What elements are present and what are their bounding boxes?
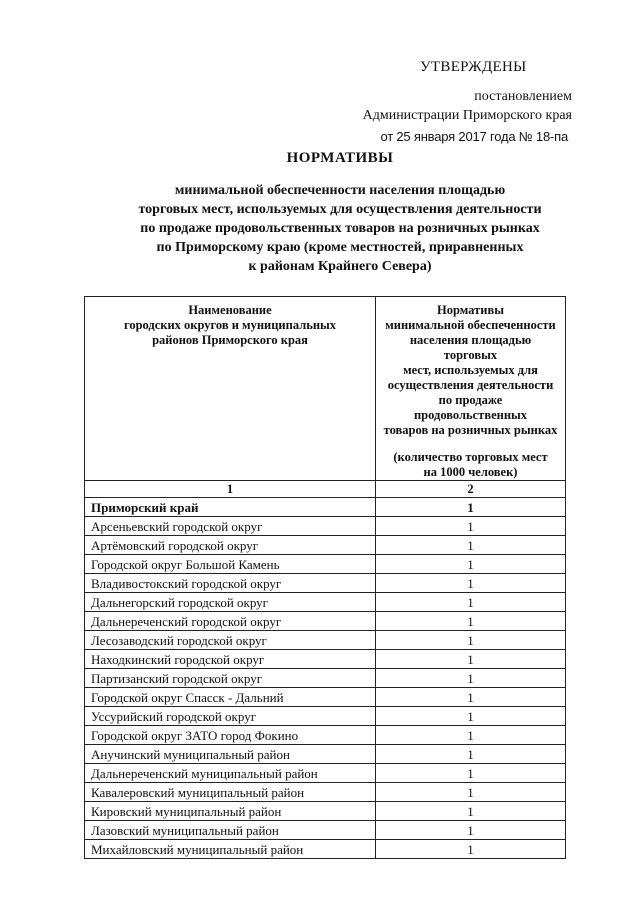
table-row	[85, 802, 566, 821]
approval-title: УТВЕРЖДЕНЫ	[420, 59, 527, 75]
table-row	[85, 840, 566, 859]
municipality-name: Дальнегорский городской округ	[85, 593, 376, 612]
municipality-name: Лазовский муниципальный район	[85, 821, 376, 840]
column-header-line: Наименование	[188, 303, 272, 317]
norm-value: 1	[376, 498, 566, 517]
municipality-name: Кавалеровский муниципальный район	[85, 783, 376, 802]
municipality-name: Артёмовский городской округ	[85, 536, 376, 555]
document-heading	[90, 150, 590, 276]
column-number: 2	[376, 481, 566, 498]
column-header-norm	[376, 297, 566, 481]
table-row	[85, 821, 566, 840]
norm-value: 1	[376, 726, 566, 745]
table-row	[85, 745, 566, 764]
approval-line-1: постановлением	[474, 89, 572, 104]
norm-value: 1	[376, 612, 566, 631]
column-header-name	[85, 297, 376, 481]
norm-value: 1	[376, 688, 566, 707]
table-row	[85, 574, 566, 593]
municipality-name: Кировский муниципальный район	[85, 802, 376, 821]
municipality-name: Анучинский муниципальный район	[85, 745, 376, 764]
norm-value: 1	[376, 821, 566, 840]
document-subtitle-line: к районам Крайнего Севера)	[248, 259, 432, 274]
norm-value: 1	[376, 536, 566, 555]
norm-value: 1	[376, 555, 566, 574]
municipality-name: Михайловский муниципальный район	[85, 840, 376, 859]
norm-value: 1	[376, 707, 566, 726]
approval-block	[342, 58, 572, 146]
norm-value: 1	[376, 669, 566, 688]
municipality-name: Дальнереченский городской округ	[85, 612, 376, 631]
municipality-name: Лесозаводский городской округ	[85, 631, 376, 650]
table-row	[85, 707, 566, 726]
municipality-name: Партизанский городской округ	[85, 669, 376, 688]
document-subtitle-line: торговых мест, используемых для осуществления деятельности	[138, 202, 542, 217]
norms-table	[84, 296, 566, 859]
table-header-row	[85, 297, 566, 481]
column-number: 1	[85, 481, 376, 498]
norm-value: 1	[376, 574, 566, 593]
norm-value: 1	[376, 840, 566, 859]
document-subtitle-line: по продаже продовольственных товаров на розничных рынках	[140, 221, 540, 236]
municipality-name: Владивостокский городской округ	[85, 574, 376, 593]
table-row	[85, 764, 566, 783]
norm-value: 1	[376, 593, 566, 612]
column-header-line: осуществления деятельности	[387, 378, 554, 392]
column-number-row	[85, 481, 566, 498]
municipality-name: Уссурийский городской округ	[85, 707, 376, 726]
table-row	[85, 555, 566, 574]
table-row	[85, 726, 566, 745]
municipality-name: Находкинский городской округ	[85, 650, 376, 669]
column-header-line: районов Приморского края	[152, 333, 308, 347]
document-subtitle-line: по Приморскому краю (кроме местностей, приравненных	[156, 240, 524, 255]
table-row	[85, 650, 566, 669]
column-header-line: мест, используемых для	[403, 363, 538, 377]
table-row	[85, 669, 566, 688]
table-row	[85, 631, 566, 650]
norm-value: 1	[376, 745, 566, 764]
municipality-name: Городской округ Спасск - Дальний	[85, 688, 376, 707]
norm-value: 1	[376, 764, 566, 783]
norm-value: 1	[376, 631, 566, 650]
column-header-note-line: (количество торговых мест	[393, 450, 548, 464]
table-row	[85, 517, 566, 536]
table-row	[85, 593, 566, 612]
table-row	[85, 688, 566, 707]
column-header-line: городских округов и муниципальных	[123, 318, 337, 332]
column-header-line: по продаже продовольственных	[413, 393, 528, 422]
norm-value: 1	[376, 802, 566, 821]
municipality-name: Городской округ Большой Камень	[85, 555, 376, 574]
column-header-note-line: на 1000 человек)	[423, 465, 518, 479]
approval-date: от 25 января 2017 года № 18-па	[380, 129, 568, 144]
norm-value: 1	[376, 650, 566, 669]
column-header-line: населения площадью торговых	[409, 333, 532, 362]
municipality-name: Приморский край	[85, 498, 376, 517]
column-header-line: минимальной обеспеченности	[385, 318, 556, 332]
table-row	[85, 783, 566, 802]
approval-line-2: Администрации Приморского края	[362, 108, 572, 123]
document-title: НОРМАТИВЫ	[286, 150, 394, 166]
column-header-line: Нормативы	[437, 303, 504, 317]
municipality-name: Дальнереченский муниципальный район	[85, 764, 376, 783]
table-row	[85, 536, 566, 555]
table-row	[85, 612, 566, 631]
column-header-line: товаров на розничных рынках	[383, 423, 558, 437]
document-subtitle-line: минимальной обеспеченности населения площадью	[174, 183, 506, 198]
municipality-name: Городской округ ЗАТО город Фокино	[85, 726, 376, 745]
norm-value: 1	[376, 783, 566, 802]
norm-value: 1	[376, 517, 566, 536]
table-row-region-total	[85, 498, 566, 517]
municipality-name: Арсеньевский городской округ	[85, 517, 376, 536]
